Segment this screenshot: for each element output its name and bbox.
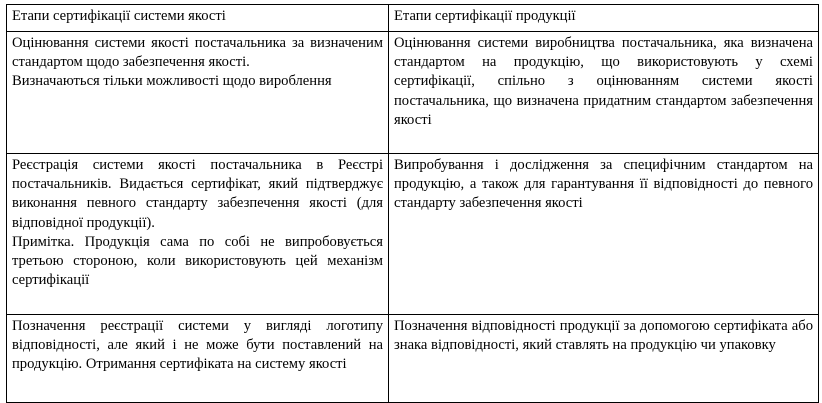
cell-paragraph: Позначення відповідності продукції за допомогою сертифіката або знака відповідності, який ставлять на продукцію чи упаковку: [394, 318, 813, 354]
table-row: [7, 315, 819, 403]
cell-paragraph: Оцінювання системи якості постачальника за визначеним стандартом щодо забезпечення якості.: [12, 35, 383, 71]
header-system-quality-label: Етапи сертифікації системи якості: [12, 8, 226, 24]
table-row: [7, 154, 819, 315]
header-cell-system-quality: [7, 5, 389, 32]
cell-paragraph: Реєстрація системи якості постачальника в Реєстрі постачальників. Видається сертифікат, який підтверджує виконання певного стандарту забезпечення якості (для відповідної продукції).: [12, 157, 383, 231]
table-cell-right: [389, 315, 819, 403]
table-cell-left: [7, 154, 389, 315]
table-cell-left: [7, 315, 389, 403]
cell-paragraph: Оцінювання системи виробництва постачальника, яка визначена стандартом на продукцію, що використовують у схемі сертифікації, спільно з оцінюванням системи якості постачальника, що визначена придатним стандартом забезпечення якості: [394, 35, 813, 128]
table-cell-right: [389, 154, 819, 315]
header-product-label: Етапи сертифікації продукції: [394, 8, 576, 24]
cell-paragraph: Визначаються тільки можливості щодо вироблення: [12, 73, 332, 90]
table-cell-left: [7, 32, 389, 154]
table-header-row: [7, 5, 819, 32]
cell-paragraph: Позначення реєстрації системи у вигляді логотипу відповідності, але який і не може бути поставлений на продукцію. Отримання сертифіката на систему якості: [12, 318, 383, 373]
cell-paragraph: Примітка. Продукція сама по собі не випробовується третьою стороною, коли використовують цей механізм сертифікації: [12, 233, 383, 289]
table-row: [7, 32, 819, 154]
table-cell-right: [389, 32, 819, 154]
cell-paragraph: Випробування і дослідження за специфічним стандартом на продукцію, а також для гарантування її відповідності до певного стандарту забезпечення якості: [394, 157, 813, 212]
header-cell-product: [389, 5, 819, 32]
certification-stages-table: [6, 4, 819, 403]
